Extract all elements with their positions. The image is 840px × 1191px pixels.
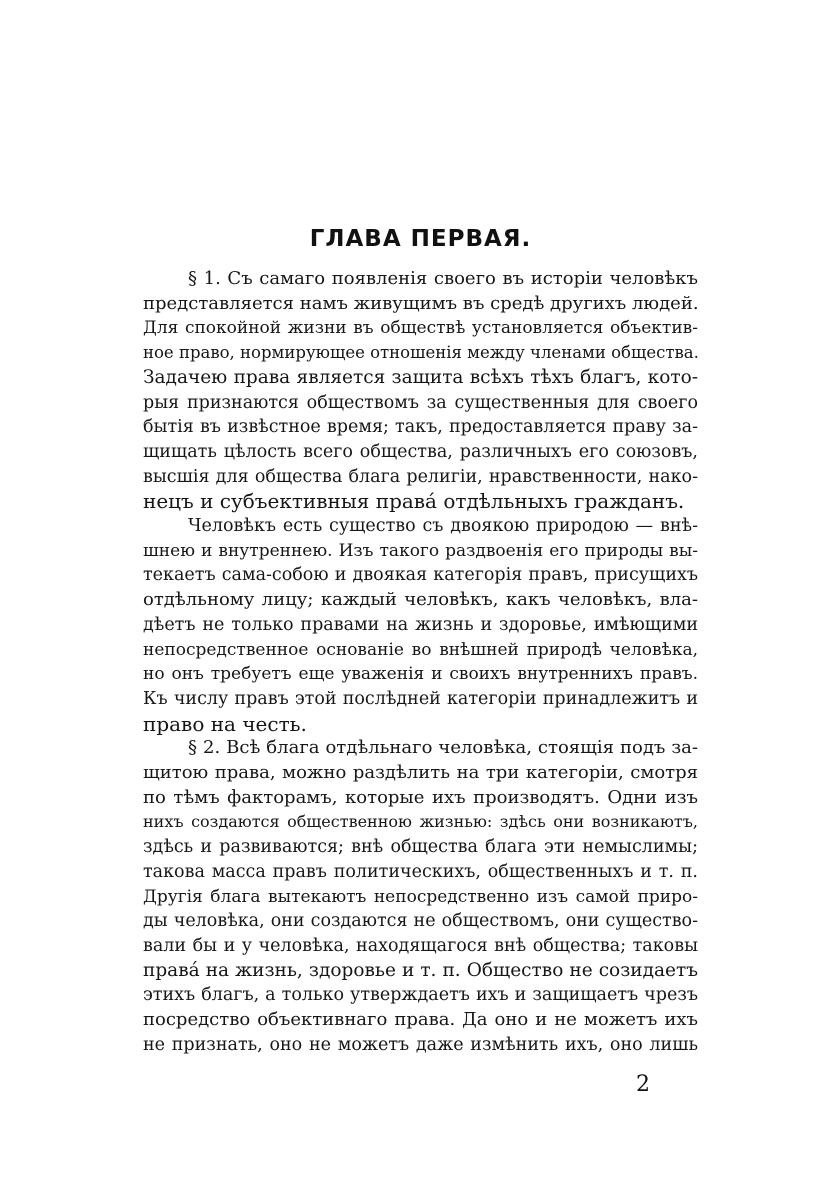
paragraph-line: Другія блага вытекаютъ непосредственно изъ самой приро-: [143, 886, 698, 907]
paragraph-line: нихъ создаются общественною жизнью: здѣсь они возникаютъ,: [143, 812, 698, 832]
paragraph-line: высшія для общества блага религіи, нравственности, нако-: [143, 466, 698, 487]
paragraph-line: вали бы и у человѣка, находящагося внѣ общества; таковы: [143, 935, 698, 956]
paragraph-line: ды человѣка, они создаются не обществомъ, они существо-: [143, 911, 698, 932]
paragraph-line: но онъ требуетъ еще уваженія и своихъ внутреннихъ правъ.: [143, 664, 698, 685]
paragraph-3: [143, 736, 698, 1057]
paragraph-line: права́ на жизнь, здоровье и т. п. Общество не созидаетъ: [143, 959, 698, 981]
paragraph-line: не признать, оно не можетъ даже измѣнить ихъ, оно лишь: [143, 1034, 698, 1055]
paragraph-line: шнею и внутреннею. Изъ такого раздвоенія его природы вы-: [143, 540, 698, 561]
paragraph-line: этихъ благъ, а только утверждаетъ ихъ и защищаетъ чрезъ: [143, 985, 698, 1006]
paragraph-line: такова масса правъ политическихъ, общественныхъ и т. п.: [143, 861, 698, 882]
paragraph-line: Задачею права является защита всѣхъ тѣхъ благъ, кото-: [143, 366, 698, 388]
page-body: [143, 226, 698, 1058]
paragraph-line: по тѣмъ факторамъ, которые ихъ производятъ. Одни изъ: [143, 786, 698, 808]
paragraph-2: [143, 514, 698, 736]
paragraph-line: ное право, нормирующее отношенія между членами общества.: [143, 343, 699, 363]
page-number: 2: [636, 1072, 650, 1097]
paragraph-line: Человѣкъ есть существо съ двоякою природою — внѣ-: [188, 516, 698, 537]
paragraph-line: § 1. Съ самаго появленія своего въ исторіи человѣкъ: [188, 268, 698, 289]
paragraph-line: Къ числу правъ этой послѣдней категоріи принадлежитъ и: [143, 688, 698, 709]
paragraph-line: представляется намъ живущимъ въ средѣ другихъ людей.: [143, 292, 699, 314]
paragraph-line: дѣетъ не только правами на жизнь и здоровье, имѣющими: [143, 614, 698, 635]
paragraph-1: [143, 267, 698, 514]
paragraph-line: § 2. Всѣ блага отдѣльнаго человѣка, стоящія подъ за-: [188, 737, 698, 759]
paragraph-line: здѣсь и развиваются; внѣ общества блага эти немыслимы;: [143, 837, 698, 858]
paragraph-line: щищать цѣлость всего общества, различныхъ его союзовъ,: [143, 441, 698, 462]
paragraph-line: рыя признаются обществомъ за существенныя для своего: [143, 392, 698, 413]
paragraph-line: текаетъ сама-собою и двоякая категорія правъ, присущихъ: [143, 565, 698, 586]
paragraph-line: Для спокойной жизни въ обществѣ установляется объектив-: [143, 318, 698, 339]
paragraph-line: право на честь.: [143, 711, 307, 736]
paragraph-line: щитою права, можно раздѣлить на три категоріи, смотря: [143, 762, 698, 784]
paragraph-line: отдѣльному лицу; каждый человѣкъ, какъ человѣкъ, вла-: [143, 589, 698, 611]
paragraph-line: посредство объективнаго права. Да оно и не можетъ ихъ: [143, 1009, 698, 1031]
paragraph-line: непосредственное основаніе во внѣшней природѣ человѣка,: [143, 639, 698, 660]
chapter-title: ГЛАВА ПЕРВАЯ.: [309, 226, 532, 252]
paragraph-line: бытія въ извѣстное время; такъ, предоставляется праву за-: [143, 417, 698, 438]
paragraph-line: нецъ и субъективныя права́ отдѣльныхъ гражданъ.: [143, 489, 685, 514]
